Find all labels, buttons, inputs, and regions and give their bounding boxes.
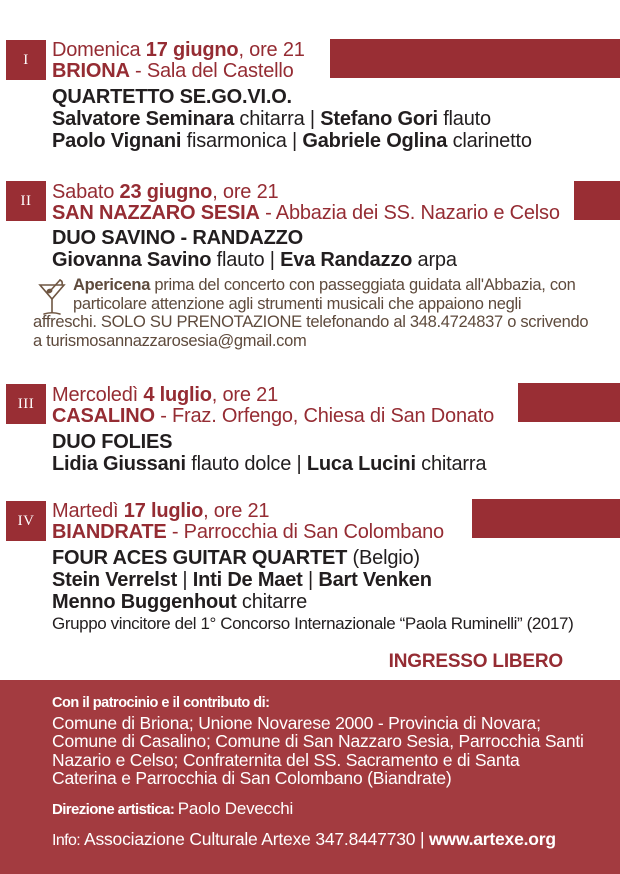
performers-line: Menno Buggenhout chitarre	[52, 591, 307, 613]
performers-line: Paolo Vignani fisarmonica | Gabriele Oglina clarinetto	[52, 130, 532, 152]
cocktail-music-note-icon	[38, 278, 66, 318]
ensemble-line: QUARTETTO SE.GO.VI.O.	[52, 86, 292, 108]
section-2-roman-block	[6, 181, 46, 221]
date-line: Sabato 23 giugno, ore 21	[52, 181, 279, 203]
ensemble-line: DUO FOLIES	[52, 431, 173, 453]
patrons-line: Comune di Casalino; Comune di San Nazzaro Sesia, Parrocchia Santi	[52, 731, 584, 752]
section-3	[52, 385, 612, 475]
venue-line: BIANDRATE - Parrocchia di San Colombano	[52, 521, 444, 543]
free-entry-label: INGRESSO LIBERO	[388, 651, 563, 672]
section-1-roman-block	[6, 40, 46, 80]
roman-numeral: IV	[17, 512, 35, 529]
ensemble-line: FOUR ACES GUITAR QUARTET (Belgio)	[52, 547, 420, 569]
footer	[0, 680, 620, 874]
roman-numeral: III	[17, 395, 35, 412]
venue-line: SAN NAZZARO SESIA - Abbazia dei SS. Nazario e Celso	[52, 202, 560, 224]
section-1	[52, 40, 612, 152]
note-line: a turismosannazzarosesia@gmail.com	[33, 331, 307, 350]
info-line: Info: Associazione Culturale Artexe 347.8447730 | www.artexe.org	[52, 828, 556, 849]
performers-line: Lidia Giussani flauto dolce | Luca Lucini chitarra	[52, 453, 487, 475]
note-line: particolare attenzione agli strumenti musicali che appaiono negli	[73, 294, 522, 313]
date-line: Mercoledì 4 luglio, ore 21	[52, 384, 279, 406]
award-line: Gruppo vincitore del 1° Concorso Internazionale “Paola Ruminelli” (2017)	[52, 614, 574, 633]
section-4-roman-block	[6, 501, 46, 541]
apericena-note	[33, 276, 593, 350]
patrons-line: Caterina e Parrocchia di San Colombano (Biandrate)	[52, 768, 452, 789]
roman-numeral: I	[23, 51, 29, 68]
patrons-line: Comune di Briona; Unione Novarese 2000 - Provincia di Novara;	[52, 713, 541, 733]
section-3-roman-block	[6, 384, 46, 424]
patrons-line: Nazario e Celso; Confraternita del SS. Sacramento e di Santa	[52, 749, 520, 770]
date-line: Martedì 17 luglio, ore 21	[52, 500, 270, 522]
date-line: Domenica 17 giugno, ore 21	[52, 39, 305, 61]
venue-line: CASALINO - Fraz. Orfengo, Chiesa di San Donato	[52, 405, 495, 427]
artistic-direction-line: Direzione artistica: Paolo Devecchi	[52, 798, 294, 818]
note-line: Apericena prima del concerto con passeggiata guidata all'Abbazia, con	[73, 276, 576, 294]
roman-numeral: II	[20, 192, 32, 209]
venue-line: BRIONA - Sala del Castello	[52, 60, 294, 82]
section-2	[33, 181, 612, 350]
ensemble-line: DUO SAVINO - RANDAZZO	[52, 227, 303, 249]
performers-line: Salvatore Seminara chitarra | Stefano Gori flauto	[52, 108, 491, 130]
patronage-label: Con il patrocinio e il contributo di:	[52, 695, 270, 711]
section-4	[52, 501, 612, 633]
note-line: affreschi. SOLO SU PRENOTAZIONE telefonando al 348.4724837 o scrivendo	[33, 313, 589, 332]
performers-line: Giovanna Savino flauto | Eva Randazzo arpa	[52, 249, 457, 271]
performers-line: Stein Verrelst | Inti De Maet | Bart Venken	[52, 569, 432, 591]
